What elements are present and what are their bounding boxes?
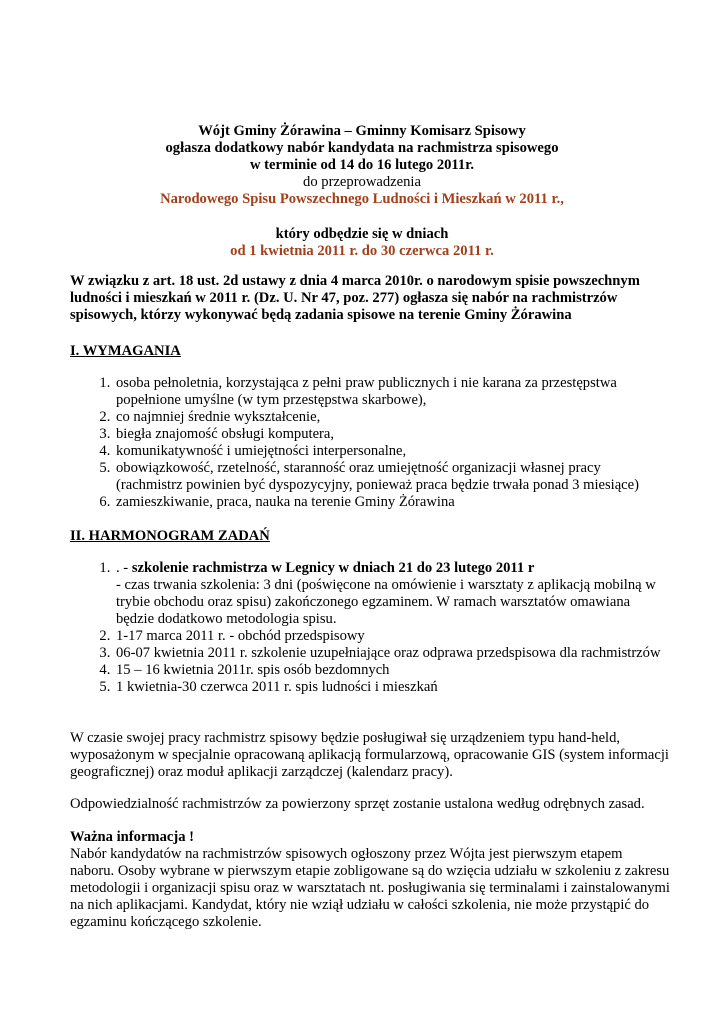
list-item: 3. biegła znajomość obsługi komputera,	[114, 426, 670, 443]
header-line-3: w terminie od 14 do 16 lutego 2011r.	[249, 157, 475, 173]
list-item: 2. 1-17 marca 2011 r. - obchód przedspisowy	[114, 628, 670, 645]
schedule-list	[70, 560, 670, 696]
list-item: 6. zamieszkiwanie, praca, nauka na terenie Gminy Żórawina	[114, 494, 670, 511]
list-item: 1. osoba pełnoletnia, korzystająca z pełni praw publicznych i nie karana za przestępstwa popełnione umyślne (w tym przestępstwa skarbowe),	[114, 375, 670, 409]
header-line-2: ogłasza dodatkowy nabór kandydata na rachmistrza spisowego	[165, 140, 559, 156]
header-line-4: do przeprowadzenia	[303, 174, 421, 190]
important-title: Ważna informacja !	[70, 829, 195, 845]
section-1-title: I. WYMAGANIA	[70, 343, 181, 359]
schedule-item-1-prefix: . -	[116, 560, 132, 576]
header-line-1: Wójt Gminy Żórawina – Gminny Komisarz Spisowy	[198, 123, 526, 139]
list-item	[114, 560, 670, 628]
header-line-5: Narodowego Spisu Powszechnego Ludności i Mieszkań w 2011 r.,	[160, 191, 564, 207]
list-item: 5. obowiązkowość, rzetelność, staranność oraz umiejętność organizacji własnej pracy (rachmistrz powinien być dyspozycyjny, ponieważ praca będzie trwała ponad 3 miesiące)	[114, 460, 670, 494]
requirements-list	[70, 375, 670, 511]
paragraph-device: W czasie swojej pracy rachmistrz spisowy będzie posługiwał się urządzeniem typu hand-held, wyposażonym w specjalnie opracowaną aplikacją formularzową, opracowanie GIS (system informacji geograficznej) oraz moduł aplikacji zarządczej (kalendarz pracy).	[70, 730, 669, 780]
paragraph-responsibility: Odpowiedzialność rachmistrzów za powierzony sprzęt zostanie ustalona według odrębnych zasad.	[70, 796, 645, 812]
list-item: 3. 06-07 kwietnia 2011 r. szkolenie uzupełniające oraz odprawa przedspisowa dla rachmistrzów	[114, 645, 670, 662]
important-text: Nabór kandydatów na rachmistrzów spisowych ogłoszony przez Wójta jest pierwszym etapem naboru. Osoby wybrane w pierwszym etapie zobligowane są do wzięcia udziału w szkoleniu z zakresu metodologii i organizacji spisu oraz w warsztatach nt. posługiwania się terminalami i zainstalowanymi na nich aplikacjami. Kandydat, który nie wziął udziału w całości szkolenia, nie może przystąpić do egzaminu kończącego szkolenie.	[70, 846, 670, 930]
intro-paragraph: W związku z art. 18 ust. 2d ustawy z dnia 4 marca 2010r. o narodowym spisie powszechnym ludności i mieszkań w 2011 r. (Dz. U. Nr 47, poz. 277) ogłasza się nabór na rachmistrzów spisowych, którzy wykonywać będą zadania spisowe na terenie Gminy Żórawina	[70, 273, 640, 323]
list-item: 4. komunikatywność i umiejętności interpersonalne,	[114, 443, 670, 460]
header-line-7: od 1 kwietnia 2011 r. do 30 czerwca 2011 r.	[230, 243, 494, 259]
list-item: 5. 1 kwietnia-30 czerwca 2011 r. spis ludności i mieszkań	[114, 679, 670, 696]
schedule-item-1-details: - czas trwania szkolenia: 3 dni (poświęcone na omówienie i warsztaty z aplikacją mobilną w trybie obchodu oraz spisu) zakończonego egzaminem. W ramach warsztatów omawiana będzie dodatkowo metodologia spisu.	[116, 577, 656, 627]
list-item: 2. co najmniej średnie wykształcenie,	[114, 409, 670, 426]
header-line-6: który odbędzie się w dniach	[275, 226, 449, 242]
announcement-header	[0, 123, 724, 260]
schedule-list-wrap	[70, 560, 670, 696]
section-2-title: II. HARMONOGRAM ZADAŃ	[70, 528, 270, 544]
requirements-list-wrap	[70, 375, 670, 511]
schedule-item-1-title: szkolenie rachmistrza w Legnicy w dniach 21 do 23 lutego 2011 r	[131, 560, 535, 576]
list-item: 4. 15 – 16 kwietnia 2011r. spis osób bezdomnych	[114, 662, 670, 679]
